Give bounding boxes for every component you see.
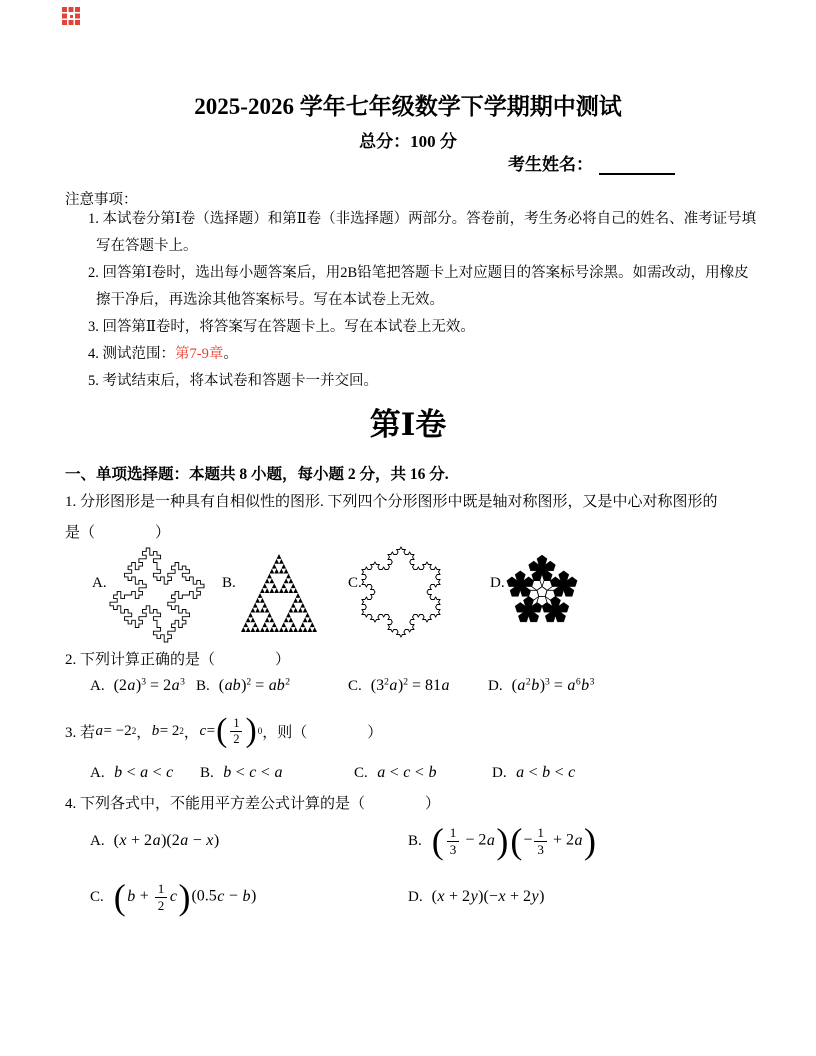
q3-option-c-label: C.	[354, 764, 368, 781]
total-score-line: 总分：100 分	[359, 132, 457, 151]
q2-option-a	[90, 668, 185, 704]
q4-option-c	[90, 870, 256, 924]
q4-option-c-label: C.	[90, 888, 104, 905]
q4-option-d	[408, 870, 544, 924]
q1-option-b-label: B.	[222, 575, 236, 591]
q3-option-b	[200, 758, 283, 788]
question4-stem: 4. 下列各式中，不能用平方差公式计算的是（ ）	[65, 796, 441, 812]
sierpinski-triangle-image	[238, 551, 320, 635]
section1-title: 一、单项选择题：本题共 8 小题，每小题 2 分，共 16 分.	[65, 466, 449, 483]
q1-option-c-label: C.	[348, 575, 362, 591]
candidate-name-label: 考生姓名：	[508, 155, 593, 174]
q4-option-a-formula: (x + 2a)(2a − x)	[113, 832, 220, 849]
cross-fractal-image	[108, 545, 206, 645]
q1-option-d-label: D.	[490, 575, 505, 591]
q2-option-a-label: A.	[90, 677, 105, 694]
q2-option-b	[196, 668, 290, 704]
q2-option-d-label: D.	[488, 677, 503, 694]
candidate-name-blank	[599, 152, 675, 175]
q3-option-c	[354, 758, 437, 788]
question1-stem-line2: 是（ ）	[65, 525, 171, 541]
notice-list	[88, 206, 758, 395]
q1-option-a-label: A.	[92, 575, 107, 591]
notice-item-5: 5. 考试结束后，将本试卷和答题卡一并交回。	[88, 373, 378, 389]
corner-stamp-icon	[62, 7, 80, 25]
q4-option-a	[90, 814, 219, 868]
notice-item-1: 1. 本试卷分第Ⅰ卷（选择题）和第Ⅱ卷（非选择题）两部分。答卷前，考生务必将自己的姓名、准考证号填写在答题卡上。	[88, 211, 757, 254]
q4-option-b	[408, 814, 597, 868]
notice-item-4-prefix: 4. 测试范围：	[88, 346, 175, 362]
q2-option-b-label: B.	[196, 677, 210, 694]
q2-option-d-formula: $(a^2b)^3 = a^6b^3$	[511, 676, 595, 694]
question1-stem	[65, 487, 759, 549]
notice-heading: 注意事项：	[65, 192, 138, 208]
question1-stem-line1: 1. 分形图形是一种具有自相似性的图形. 下列四个分形图形中既是轴对称图形，又是中心对称图形的	[65, 494, 718, 510]
q4-option-d-formula: (x + 2y)(−x + 2y)	[431, 888, 545, 905]
q2-option-b-formula: $(ab)^2 = ab^2$	[218, 676, 291, 694]
q2-option-a-formula: $(2a)^3 = 2a^3$	[113, 676, 185, 694]
notice-item-2: 2. 回答第Ⅰ卷时，选出每小题答案后，用2B铅笔把答题卡上对应题目的答案标号涂黑。如需改动，用橡皮擦干净后，再选涂其他答案标号。写在本试卷上无效。	[88, 265, 749, 308]
q2-option-d	[488, 668, 594, 704]
q3-option-d	[492, 758, 576, 788]
q3-option-b-formula: b < c < a	[223, 764, 283, 781]
question2-stem: 2. 下列计算正确的是（ ）	[65, 652, 291, 668]
notice-item-3: 3. 回答第Ⅱ卷时，将答案写在答题卡上。写在本试卷上无效。	[88, 319, 475, 335]
q3-option-d-formula: a < b < c	[516, 764, 576, 781]
q3-option-c-formula: a < c < b	[377, 764, 437, 781]
q3-option-a-label: A.	[90, 764, 105, 781]
q3-option-b-label: B.	[200, 764, 214, 781]
q3-option-a	[90, 758, 174, 788]
q2-option-c-formula: $(3^2a)^2 = 81a$	[370, 676, 450, 694]
q4-option-d-label: D.	[408, 888, 423, 905]
koch-snowflake-image	[360, 545, 442, 639]
notice-item-4-suffix: 。	[223, 346, 238, 362]
q4-option-b-label: B.	[408, 832, 422, 849]
q4-option-a-label: A.	[90, 832, 105, 849]
q3-option-d-label: D.	[492, 764, 507, 781]
q3-option-a-formula: b < a < c	[114, 764, 174, 781]
notice-item-4	[88, 341, 758, 368]
notice-item-4-test-range: 第7-9章	[175, 346, 224, 362]
q4-option-c-formula: (b + $\frac{1}{2}$ c)(0.5c − b)	[113, 877, 257, 917]
q4-option-b-formula: ( $\frac{1}{3}$ − 2a)(− $\frac{1}{3}$ + 2a)	[431, 821, 596, 861]
candidate-name-row	[508, 150, 675, 175]
pentaflake-image	[502, 551, 582, 631]
q2-option-c	[348, 668, 450, 704]
question3-stem: 3. 若 a = −2 2 ， b = 2 2 ， c = ( $\frac{1}{2}$ ) 0 ，则（ ）	[65, 712, 383, 749]
part1-heading: 第Ⅰ卷	[369, 407, 447, 442]
page-title: 2025-2026 学年七年级数学下学期期中测试	[194, 94, 622, 119]
q2-option-c-label: C.	[348, 677, 362, 694]
